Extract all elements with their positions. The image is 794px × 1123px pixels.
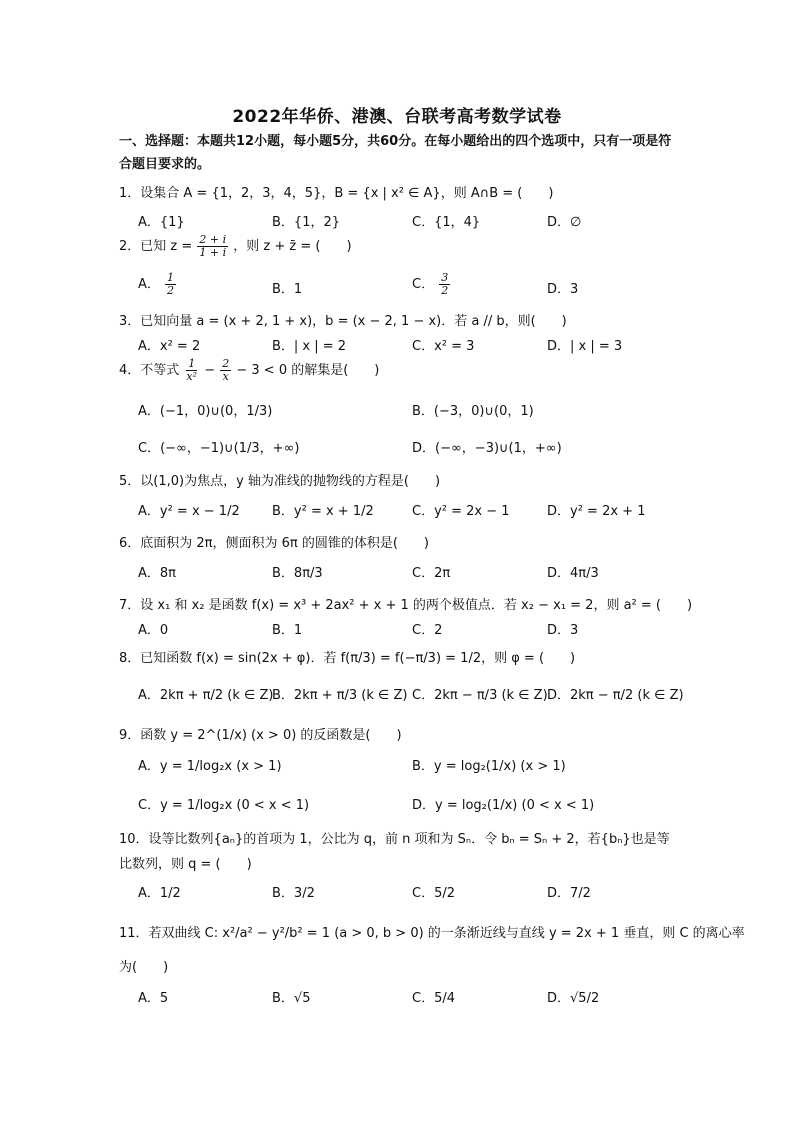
- question-7-option-d[interactable]: D．3: [547, 623, 579, 638]
- fraction-denominator: x²: [186, 370, 198, 383]
- question-6-stem: 6．底面积为 2π，侧面积为 6π 的圆锥的体积是( ): [119, 536, 430, 551]
- question-4-stem-prefix: 4．不等式: [119, 363, 180, 378]
- question-7-option-b[interactable]: B．1: [272, 623, 303, 638]
- fraction-denominator: x: [222, 370, 229, 383]
- question-11-option-a[interactable]: A．5: [138, 991, 169, 1006]
- question-8-option-a[interactable]: A．2kπ + π/2 (k ∈ Z): [138, 688, 274, 703]
- question-10-option-b[interactable]: B．3/2: [272, 886, 315, 901]
- exam-title: 2022年华侨、港澳、台联考高考数学试卷: [232, 107, 562, 127]
- question-5-option-d[interactable]: D．y² = 2x + 1: [547, 504, 646, 519]
- question-10-option-c[interactable]: C．5/2: [412, 886, 455, 901]
- question-8-option-c[interactable]: C．2kπ − π/3 (k ∈ Z): [412, 688, 548, 703]
- question-2-fraction: [197, 234, 228, 259]
- question-10-option-d[interactable]: D．7/2: [547, 886, 591, 901]
- question-3-option-c[interactable]: C．x² = 3: [412, 339, 475, 354]
- question-5-option-b[interactable]: B．y² = x + 1/2: [272, 504, 374, 519]
- question-2-stem-suffix: ，则 z + z̄ = ( ): [233, 239, 352, 254]
- question-1-option-a[interactable]: A．{1}: [138, 215, 185, 230]
- question-6-option-b[interactable]: B．8π/3: [272, 566, 323, 581]
- question-2-stem: [119, 234, 689, 259]
- question-3-option-a[interactable]: A．x² = 2: [138, 339, 201, 354]
- question-7-option-c[interactable]: C．2: [412, 623, 443, 638]
- question-6-option-a[interactable]: A．8π: [138, 566, 176, 581]
- question-1-option-c[interactable]: C．{1，4}: [412, 215, 481, 230]
- question-4-stem-suffix: − 3 < 0 的解集是( ): [236, 363, 380, 378]
- question-4-option-d[interactable]: D．(−∞，−3)∪(1，+∞): [412, 441, 562, 456]
- question-9-stem: 9．函数 y = 2^(1/x) (x > 0) 的反函数是( ): [119, 728, 402, 743]
- question-4-stem: [119, 358, 689, 383]
- question-3-option-d[interactable]: D．| x | = 3: [547, 339, 623, 354]
- fraction-denominator: 2: [167, 284, 175, 297]
- question-6-option-d[interactable]: D．4π/3: [547, 566, 599, 581]
- question-11-option-d[interactable]: D．√5/2: [547, 991, 600, 1006]
- question-5-stem: 5．以(1,0)为焦点，y 轴为准线的抛物线的方程是( ): [119, 474, 441, 489]
- option-fraction: [439, 272, 450, 297]
- question-2-stem-prefix: 2．已知 z =: [119, 239, 193, 254]
- question-1-option-d[interactable]: D．∅: [547, 215, 582, 230]
- question-4-option-b[interactable]: B．(−3，0)∪(0，1): [412, 404, 534, 419]
- question-4-fraction-1: [184, 358, 199, 383]
- option-label: C．: [412, 277, 435, 292]
- fraction-numerator: 3: [441, 271, 449, 284]
- question-11-stem: 11．若双曲线 C: x²/a² − y²/b² = 1 (a > 0, b > 0) 的一条渐近线与直线 y = 2x + 1 垂直，则 C 的离心率: [119, 926, 745, 941]
- question-1-stem: 1．设集合 A = {1，2，3，4，5}，B = {x | x² ∈ A}，则 A∩B = ( ): [119, 186, 554, 201]
- fraction-numerator: 1: [188, 357, 196, 370]
- question-7-option-a[interactable]: A．0: [138, 623, 169, 638]
- option-label: A．: [138, 277, 160, 292]
- question-6-option-c[interactable]: C．2π: [412, 566, 451, 581]
- question-8-option-b[interactable]: B．2kπ + π/3 (k ∈ Z): [272, 688, 408, 703]
- question-7-stem: 7．设 x₁ 和 x₂ 是函数 f(x) = x³ + 2ax² + x + 1 的两个极值点．若 x₂ − x₁ = 2，则 a² = ( ): [119, 598, 693, 613]
- question-2-option-d[interactable]: D．3: [547, 282, 579, 297]
- question-2-option-b[interactable]: B．1: [272, 282, 303, 297]
- fraction-numerator: 2: [222, 357, 230, 370]
- fraction-numerator: 1: [167, 271, 175, 284]
- fraction-denominator: 2: [441, 284, 449, 297]
- section-heading: 一、选择题：本题共12小题，每小题5分，共60分。在每小题给出的四个选项中，只有一项是符合题目要求的。: [119, 134, 672, 172]
- question-3-stem: 3．已知向量 a = (x + 2, 1 + x)，b = (x − 2, 1 − x)．若 a // b，则( ): [119, 314, 567, 329]
- question-11-stem-line-2: 为( ): [119, 960, 169, 975]
- question-9-option-d[interactable]: D．y = log₂(1/x) (0 < x < 1): [412, 798, 595, 813]
- question-1-option-b[interactable]: B．{1，2}: [272, 215, 341, 230]
- question-3-option-b[interactable]: B．| x | = 2: [272, 339, 347, 354]
- fraction-denominator: 1 + i: [199, 246, 227, 259]
- question-10-stem-line-2: 比数列，则 q = ( ): [119, 857, 252, 872]
- question-4-option-a[interactable]: A．(−1，0)∪(0，1/3): [138, 404, 273, 419]
- question-5-option-a[interactable]: A．y² = x − 1/2: [138, 504, 240, 519]
- question-2-option-a[interactable]: [138, 272, 177, 297]
- question-4-fraction-2: [220, 358, 231, 383]
- question-10-stem: 10．设等比数列{aₙ}的首项为 1，公比为 q，前 n 项和为 Sₙ．令 bₙ = Sₙ + 2，若{bₙ}也是等: [119, 832, 670, 847]
- question-9-option-b[interactable]: B．y = log₂(1/x) (x > 1): [412, 759, 566, 774]
- question-4-option-c[interactable]: C．(−∞，−1)∪(1/3，+∞): [138, 441, 300, 456]
- question-11-option-b[interactable]: B．√5: [272, 991, 311, 1006]
- option-fraction: [165, 272, 176, 297]
- question-4-minus: −: [204, 363, 216, 378]
- question-8-stem: 8．已知函数 f(x) = sin(2x + φ)．若 f(π/3) = f(−π/3) = 1/2，则 φ = ( ): [119, 651, 576, 666]
- question-9-option-c[interactable]: C．y = 1/log₂x (0 < x < 1): [138, 798, 310, 813]
- question-5-option-c[interactable]: C．y² = 2x − 1: [412, 504, 510, 519]
- question-10-option-a[interactable]: A．1/2: [138, 886, 181, 901]
- question-2-option-c[interactable]: [412, 272, 451, 297]
- question-11-option-c[interactable]: C．5/4: [412, 991, 455, 1006]
- question-8-option-d[interactable]: D．2kπ − π/2 (k ∈ Z): [547, 688, 684, 703]
- fraction-numerator: 2 + i: [199, 233, 227, 246]
- question-9-option-a[interactable]: A．y = 1/log₂x (x > 1): [138, 759, 282, 774]
